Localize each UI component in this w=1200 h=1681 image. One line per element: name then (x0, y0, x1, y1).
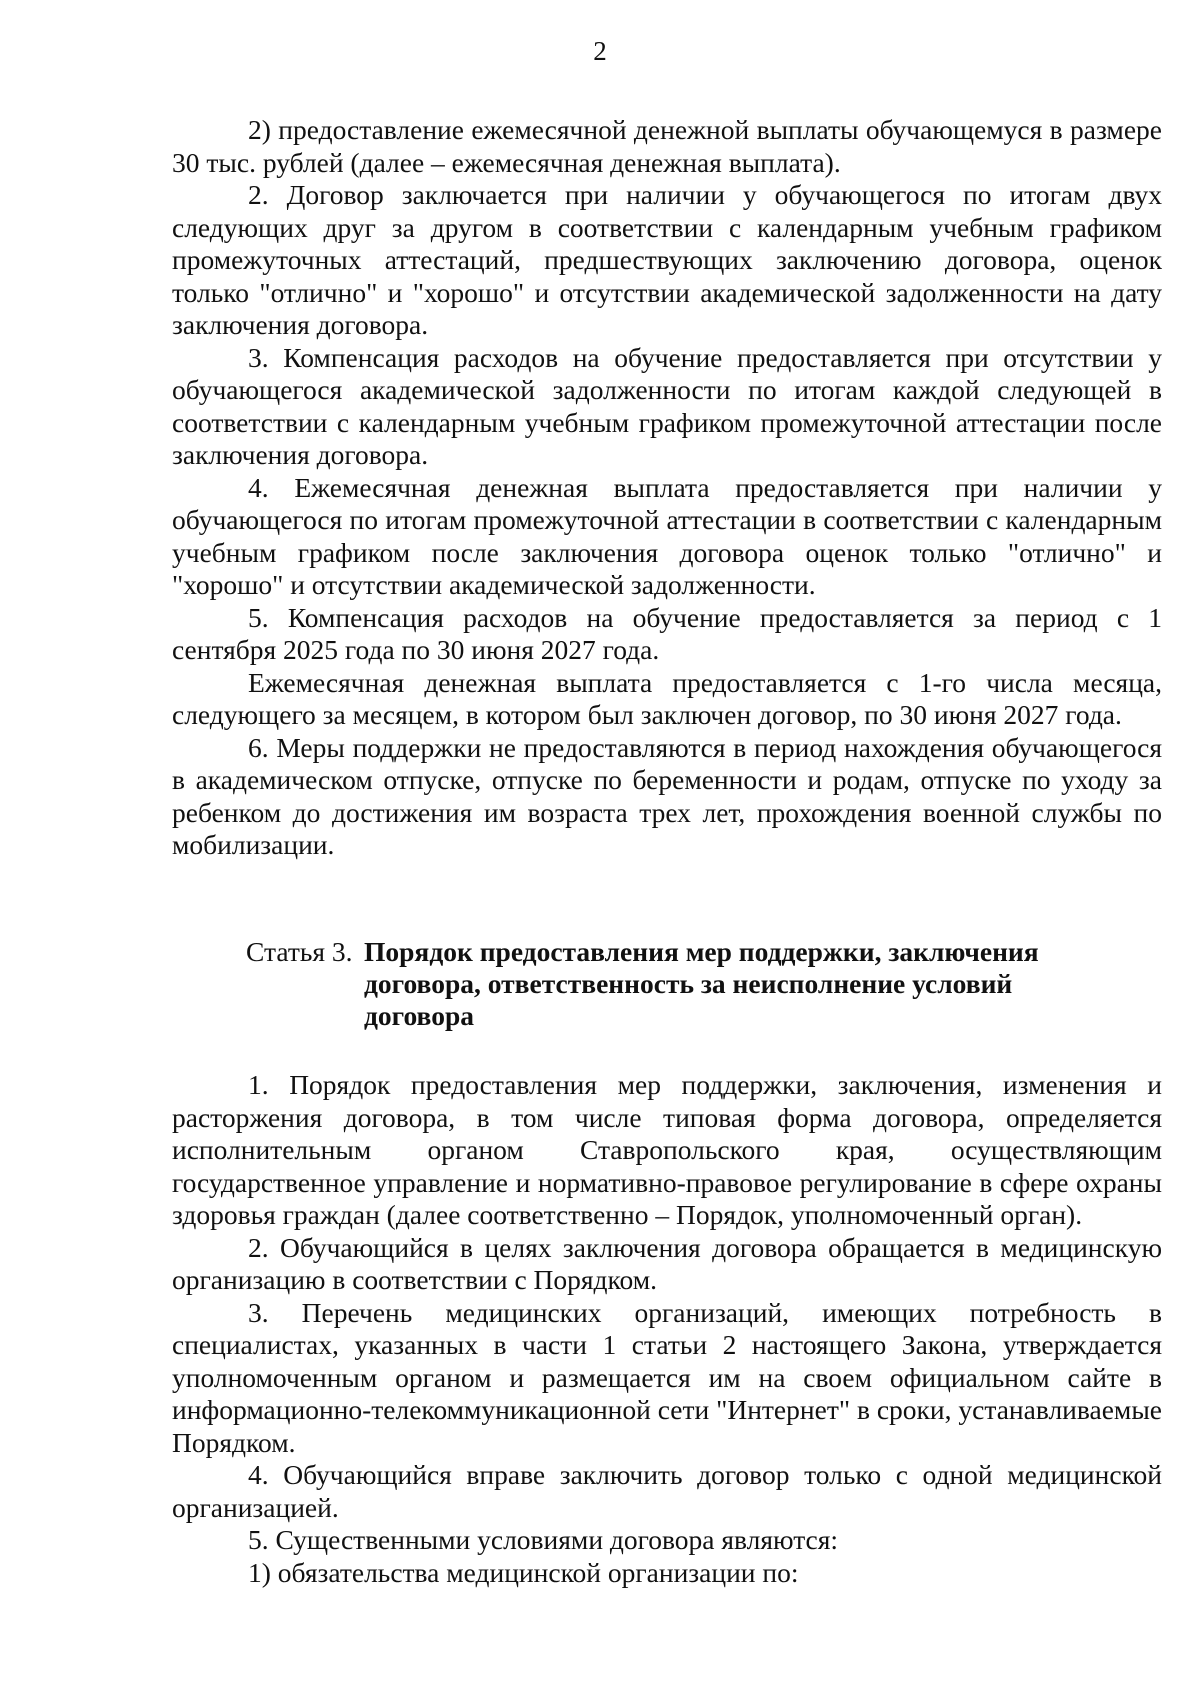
article-3-body (172, 1069, 1162, 1589)
paragraph: 6. Меры поддержки не предоставляются в период нахождения обучающегося в академическом отпуске, отпуске по беременности и родам, отпуске по уходу за ребенком до достижения им возраста трех лет, прохождения военной службы по мобилизации. (172, 731, 1162, 860)
page-number: 2 (593, 36, 607, 66)
paragraph: 1. Порядок предоставления мер поддержки, заключения, изменения и расторжения договора, в том числе типовая форма договора, определяется исполнительным органом Ставропольского края, осуществляющим государственное управление и нормативно-правовое регулирование в сфере охраны здоровья граждан (далее соответственно – Порядок, уполномоченный орган). (172, 1069, 1162, 1230)
paragraph: 1) обязательства медицинской организации по: (248, 1556, 799, 1588)
paragraph: 5. Компенсация расходов на обучение предоставляется за период с 1 сентября 2025 года по 30 июня 2027 года. (172, 601, 1162, 665)
paragraph: Ежемесячная денежная выплата предоставляется с 1-го числа месяца, следующего за месяцем, в котором был заключен договор, по 30 июня 2027 года. (172, 666, 1162, 730)
paragraph: 2. Обучающийся в целях заключения договора обращается в медицинскую организацию в соответствии с Порядком. (172, 1231, 1162, 1295)
article-title-line: договора, ответственность за неисполнение условий (364, 968, 1013, 999)
paragraph: 3. Компенсация расходов на обучение предоставляется при отсутствии у обучающегося академической задолженности по итогам каждой следующей в соответствии с календарным учебным графиком промежуточной аттестации после заключения договора. (172, 341, 1162, 470)
paragraph: 2. Договор заключается при наличии у обучающегося по итогам двух следующих друг за другом в соответствии с календарным учебным графиком промежуточных аттестаций, предшествующих заключению договора, оценок только "отлично" и "хорошо" и отсутствии академической задолженности на дату заключения договора. (172, 179, 1162, 340)
paragraph: 5. Существенными условиями договора являются: (248, 1524, 839, 1555)
paragraph: 4. Обучающийся вправе заключить договор только с одной медицинской организацией. (172, 1459, 1162, 1523)
article-2-continuation (172, 114, 1162, 862)
article-title (364, 936, 1124, 1032)
article-title-line: договора (364, 1000, 474, 1031)
article-label: Статья 3. (246, 936, 353, 967)
paragraph: 4. Ежемесячная денежная выплата предоставляется при наличии у обучающегося по итогам промежуточной аттестации в соответствии с календарным учебным графиком после заключения договора оценок только "отлично" и "хорошо" и отсутствии академической задолженности. (172, 471, 1162, 600)
article-title-line: Порядок предоставления мер поддержки, заключения (364, 936, 1039, 967)
paragraph: 3. Перечень медицинских организаций, имеющих потребность в специалистах, указанных в части 1 статьи 2 настоящего Закона, утверждается уполномоченным органом и размещается им на своем официальном сайте в информационно-телекоммуникационной сети "Интернет" в сроки, устанавливаемые Порядком. (172, 1296, 1162, 1458)
paragraph: 2) предоставление ежемесячной денежной выплаты обучающемуся в размере 30 тыс. рублей (далее – ежемесячная денежная выплата). (172, 114, 1162, 178)
